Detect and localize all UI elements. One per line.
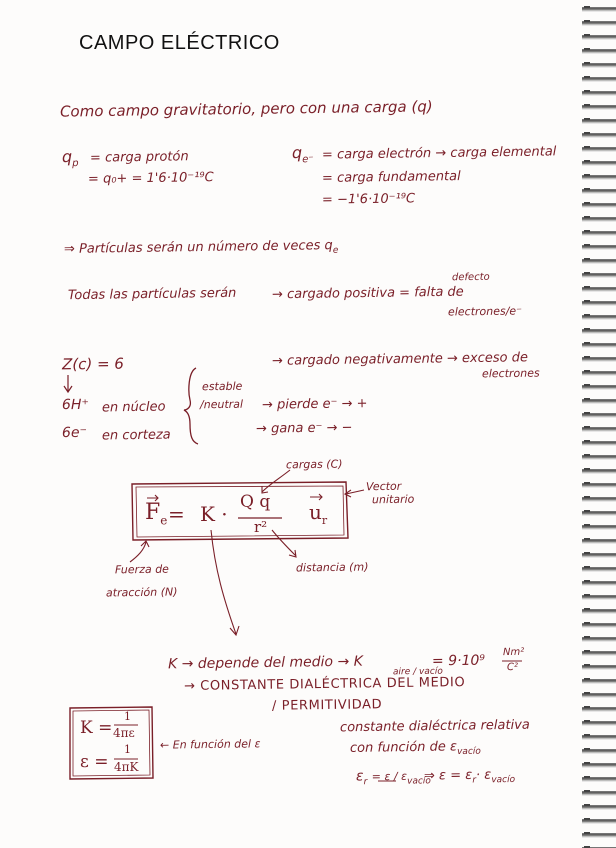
qe-fundamental: = carga fundamental (321, 169, 461, 186)
gana-line: → gana e⁻ → − (255, 420, 353, 437)
k-value: = 9·10⁹ (431, 652, 486, 670)
formula-force: F (145, 500, 161, 525)
qe-label: q (291, 143, 303, 163)
formula-u-sub: r (321, 514, 328, 527)
corteza-a: 6e⁻ (61, 424, 88, 442)
pierde-line: → pierde e⁻ → + (261, 396, 368, 413)
arrow-k-down (211, 530, 239, 635)
er-right-text: ⇒ ε = ε (423, 767, 473, 784)
formula-force-sub: e (160, 513, 168, 528)
k-relation-lhs: K = (80, 718, 113, 738)
con-funcion-text: con función de ε (349, 739, 458, 756)
vector-label: Vector (365, 479, 402, 494)
er-subscript: r (363, 777, 368, 788)
formula-numerator: Q q (240, 492, 271, 512)
cargado-negativo: → cargado negativamente → exceso de (271, 350, 529, 369)
k-depende: K → depende del medio → K (167, 653, 363, 673)
particulas-text: ⇒ Partículas serán un número de veces q (63, 238, 333, 257)
en-funcion: ← En función del ε (159, 737, 261, 752)
qe-subscript: e⁻ (302, 154, 314, 166)
brace-stable (184, 368, 198, 444)
arrow-distancia (272, 530, 296, 557)
formula-denominator: r² (254, 518, 268, 536)
neutral-label: /neutral (199, 397, 244, 412)
k-unit-num: Nm² (502, 646, 525, 659)
intro-line: Como campo gravitatorio, pero con una carga (q) (59, 97, 433, 121)
todas-line-2: → cargado positiva = falta de (271, 284, 464, 303)
e-relation-den: 4πK (114, 760, 139, 774)
constante-relativa: constante dialéctrica relativa (339, 717, 530, 736)
estable-label: estable (201, 379, 243, 394)
page-title: CAMPO ELÉCTRICO (79, 32, 280, 54)
epsilon-box (70, 707, 153, 779)
qp-value: = q₀+ = 1'6·10⁻¹⁹C (87, 170, 214, 187)
k-relation-num: 1 (124, 710, 131, 723)
qp-subscript: p (72, 158, 79, 170)
formula-equals: = (168, 502, 185, 526)
arrow-vector (345, 490, 364, 497)
k-relation-den: 4πε (113, 726, 135, 740)
fuerza-label: Fuerza de (114, 562, 169, 577)
arrow-z-down (64, 375, 72, 392)
arrow-fuerza (130, 541, 149, 562)
con-funcion-sub: vacío (457, 746, 481, 758)
er-right-r: r (472, 775, 477, 786)
formula-box (132, 482, 348, 540)
qe-definition: = carga electrón → carga elemental (321, 144, 557, 163)
e-relation-lhs: ε = (80, 752, 109, 772)
nucleo-b: en núcleo (101, 399, 166, 416)
todas-line: Todas las partículas serán (67, 285, 237, 304)
er-right-sub: vacío (491, 774, 516, 786)
er-symbol: ε (355, 768, 364, 785)
k-unit-den: C² (506, 661, 519, 674)
er-fraction: = ε / ε (371, 769, 408, 784)
er-right-text-2: · ε (475, 767, 492, 783)
distancia-label: distancia (m) (295, 560, 369, 575)
arrow-cargas (262, 470, 290, 493)
atraccion-label: atracción (N) (105, 585, 178, 600)
nucleo-a: 6H⁺ (61, 396, 89, 414)
constante-line: → CONSTANTE DIALÉCTRICA DEL MEDIO (183, 675, 466, 694)
e-relation-num: 1 (124, 743, 131, 756)
qe-value: = −1'6·10⁻¹⁹C (321, 191, 416, 208)
z-line: Z(c) = 6 (61, 354, 124, 374)
unitario-label: unitario (371, 492, 415, 507)
formula-k: K · (200, 502, 228, 526)
cargas-label: cargas (C) (285, 457, 343, 472)
er-vacio: vacío (407, 776, 431, 787)
particulas-subscript: e (332, 245, 339, 256)
permitividad-line: / PERMITIVIDAD (271, 697, 383, 714)
qp-definition: = carga protón (89, 149, 189, 166)
defecto-note: defecto (451, 271, 490, 284)
electrones-2: electrones (481, 366, 540, 381)
formula-u: u (309, 500, 322, 524)
k-subscript: aire / vacío (392, 666, 443, 678)
corteza-b: en corteza (101, 427, 171, 444)
electrones-line: electrones/e⁻ (447, 304, 523, 319)
qp-label: q (61, 146, 73, 167)
